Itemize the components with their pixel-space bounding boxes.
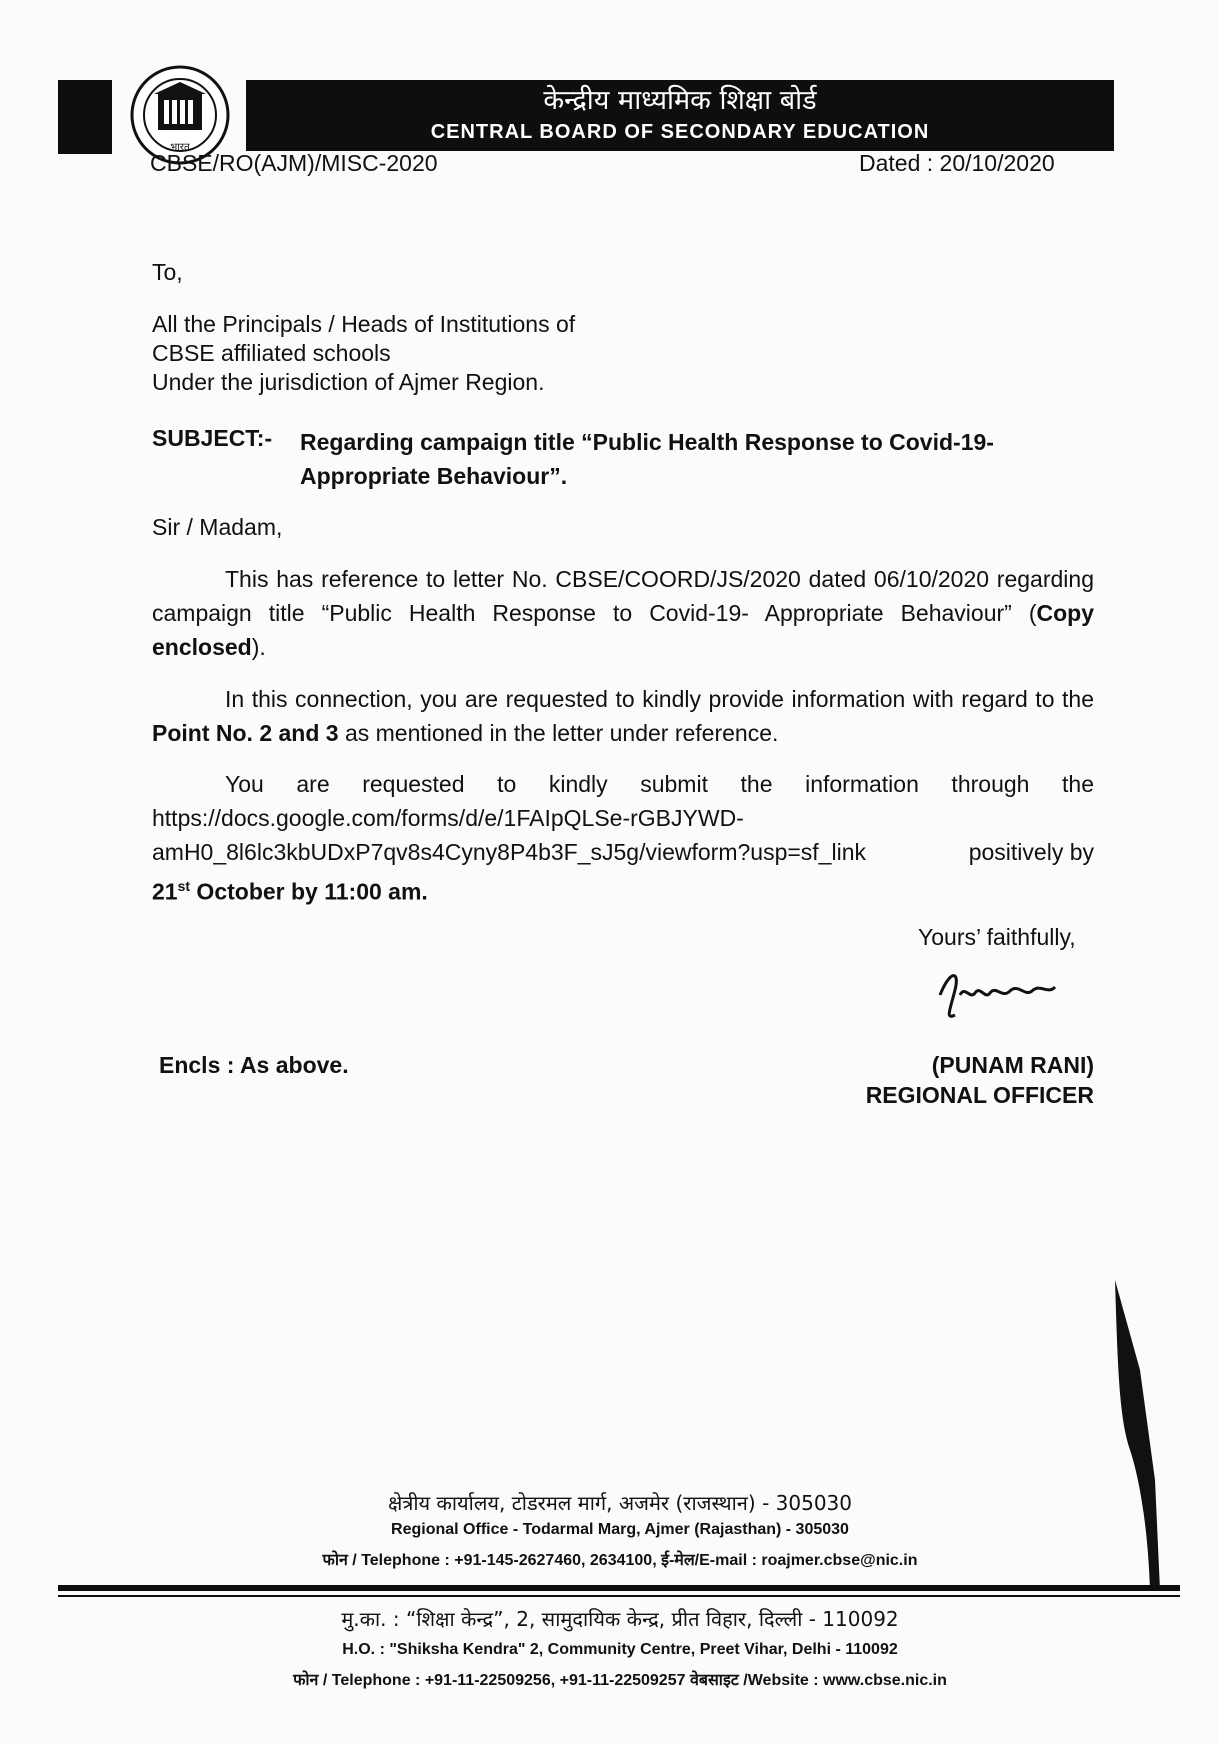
footer-ho-hindi: मु.का. : “शिक्षा केन्द्र”, 2, सामुदायिक केन्द्र, प्रीत विहार, दिल्ली - 110092 — [341, 1607, 899, 1631]
reference-number: CBSE/RO(AJM)/MISC-2020 — [150, 150, 438, 176]
address-line: CBSE affiliated schools — [152, 340, 391, 366]
officer-title: REGIONAL OFFICER — [865, 1082, 1094, 1108]
paragraph-submission — [152, 767, 1094, 909]
footer-divider-thin — [58, 1595, 1180, 1597]
paragraph-request: In this connection, you are requested to kindly provide information with regard to the Point No. 2 and 3 as mentioned in the letter under reference. — [152, 686, 1094, 746]
positively-by: positively by — [968, 839, 1094, 865]
closing: Yours’ faithfully, — [918, 924, 1076, 950]
copy-enclosed: Copy enclosed — [152, 600, 1094, 660]
recipient-address — [152, 310, 575, 397]
submission-line: You are requested to kindly submit the information through the — [225, 771, 1094, 797]
point-numbers: Point No. 2 and 3 — [152, 720, 339, 746]
header-side-block — [58, 80, 112, 154]
logo-text: भारत — [170, 142, 190, 153]
header-english-title: CENTRAL BOARD OF SECONDARY EDUCATION — [430, 121, 930, 143]
footer-regional-english: Regional Office - Todarmal Marg, Ajmer (Rajasthan) - 305030 — [391, 1521, 849, 1538]
footer-divider — [58, 1585, 1180, 1591]
scan-shadow — [1110, 1280, 1200, 1590]
enclosure: Encls : As above. — [159, 1052, 349, 1078]
footer-ho-phone: फोन / Telephone : +91-11-22509256, +91-11-22509257 वेबसाइट /Website : www.cbse.nic.in — [293, 1672, 947, 1689]
to-label: To, — [152, 259, 183, 285]
header-hindi-title: केन्द्रीय माध्यमिक शिक्षा बोर्ड — [543, 85, 817, 116]
address-line: Under the jurisdiction of Ajmer Region. — [152, 369, 545, 395]
subject-label: SUBJECT:- — [152, 425, 273, 451]
subject-text: Regarding campaign title “Public Health Response to Covid-19- Appropriate Behaviour”. — [300, 429, 994, 489]
salutation: Sir / Madam, — [152, 514, 283, 540]
submission-line-url — [152, 835, 1094, 869]
letter-date: Dated : 20/10/2020 — [859, 150, 1055, 176]
deadline: 21st October by 11:00 am. — [152, 878, 428, 905]
footer-ho-english: H.O. : "Shiksha Kendra" 2, Community Centre, Preet Vihar, Delhi - 110092 — [342, 1641, 898, 1658]
footer-regional-hindi: क्षेत्रीय कार्यालय, टोडरमल मार्ग, अजमेर (राजस्थान) - 305030 — [388, 1491, 852, 1515]
header-band — [246, 80, 1114, 151]
footer-regional-phone: फोन / Telephone : +91-145-2627460, 2634100, ई-मेल/E-mail : roajmer.cbse@nic.in — [322, 1552, 918, 1569]
address-line: All the Principals / Heads of Institutions of — [152, 311, 576, 337]
google-form-link-cont[interactable]: amH0_8l6lc3kbUDxP7qv8s4Cyny8P4b3F_sJ5g/viewform?usp=sf_link — [152, 839, 866, 865]
officer-block — [820, 1050, 1094, 1110]
google-form-link[interactable]: https://docs.google.com/forms/d/e/1FAIpQLSe-rGBJYWD- — [152, 805, 744, 831]
paragraph-reference: This has reference to letter No. CBSE/COORD/JS/2020 dated 06/10/2020 regarding campaign title “Public Health Response to Covid-19- Appropriate Behaviour” (Copy enclosed). — [152, 566, 1094, 660]
signature-icon — [930, 965, 1090, 1025]
officer-name: (PUNAM RANI) — [931, 1052, 1094, 1078]
